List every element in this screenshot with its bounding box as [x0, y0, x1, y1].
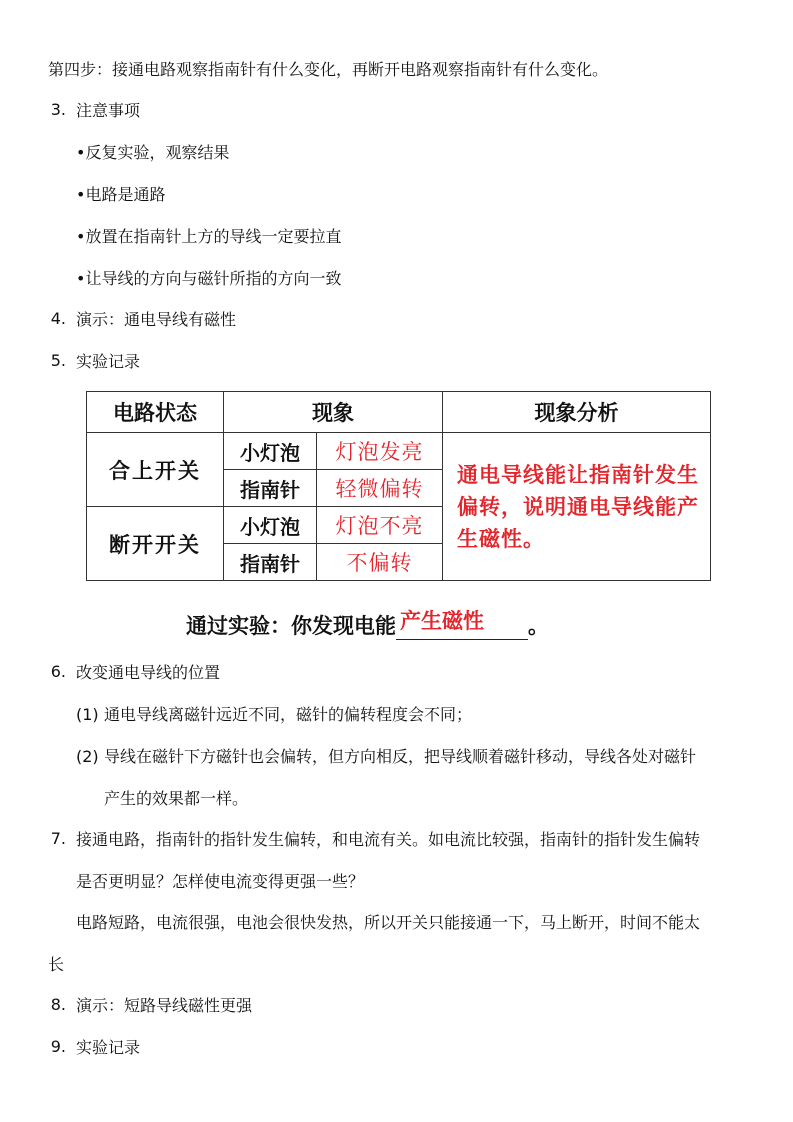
- object-bulb-on: 小灯泡: [224, 433, 317, 470]
- item-5-number: 5.: [50, 351, 66, 370]
- conclusion-suffix: 。: [528, 613, 549, 638]
- item-7-line-1: 接通电路，指南针的指针发生偏转，和电流有关。如电流比较强，指南针的指针发生偏转: [76, 830, 701, 849]
- sub-2-text-line-1: 导线在磁针下方磁针也会偏转，但方向相反，把导线顺着磁针移动，导线各处对磁针: [104, 747, 697, 766]
- analysis-cell: 通电导线能让指南针发生偏转，说明通电导线能产生磁性。: [443, 433, 711, 581]
- header-analysis: 现象分析: [443, 392, 711, 433]
- item-9-number: 9.: [50, 1037, 66, 1056]
- item-3-number: 3.: [50, 100, 66, 119]
- header-circuit-state: 电路状态: [87, 392, 224, 433]
- conclusion-blank: [396, 608, 528, 640]
- step4-text: 第四步：接通电路观察指南针有什么变化，再断开电路观察指南针有什么变化。: [48, 60, 609, 79]
- result-compass-off: 不偏转: [317, 544, 443, 581]
- header-phenomenon: 现象: [224, 392, 443, 433]
- state-switch-off: 断开开关: [87, 507, 224, 581]
- experiment-record-table: [86, 391, 711, 581]
- bullet-2: •电路是通路: [76, 185, 166, 204]
- bullet-4: •让导线的方向与磁针所指的方向一致: [76, 269, 342, 288]
- state-switch-on: 合上开关: [87, 433, 224, 507]
- item-4-number: 4.: [50, 309, 66, 328]
- sub-1-text: 通电导线离磁针远近不同，磁针的偏转程度会不同；: [104, 705, 473, 724]
- sub-2-number: (2): [76, 747, 99, 766]
- conclusion-prefix: 通过实验：你发现电能: [186, 613, 396, 638]
- conclusion-sentence: [186, 610, 549, 642]
- object-bulb-off: 小灯泡: [224, 507, 317, 544]
- item-6-text: 改变通电导线的位置: [76, 663, 221, 682]
- item-7-answer-line-1: 电路短路，电流很强，电池会很快发热，所以开关只能接通一下，马上断开，时间不能太: [76, 913, 701, 932]
- result-bulb-off: 灯泡不亮: [317, 507, 443, 544]
- result-compass-on: 轻微偏转: [317, 470, 443, 507]
- item-6-number: 6.: [50, 662, 66, 681]
- item-8-number: 8.: [50, 995, 66, 1014]
- item-7-number: 7.: [50, 829, 66, 848]
- item-4-text: 演示：通电导线有磁性: [76, 310, 237, 329]
- conclusion-answer: 产生磁性: [400, 608, 484, 633]
- object-compass-on: 指南针: [224, 470, 317, 507]
- item-9-text: 实验记录: [76, 1038, 141, 1057]
- item-5-text: 实验记录: [76, 352, 141, 371]
- bullet-1: •反复实验，观察结果: [76, 143, 230, 162]
- sub-2-text-line-2: 产生的效果都一样。: [104, 789, 249, 808]
- item-8-text: 演示：短路导线磁性更强: [76, 996, 253, 1015]
- object-compass-off: 指南针: [224, 544, 317, 581]
- result-bulb-on: 灯泡发亮: [317, 433, 443, 470]
- item-3-text: 注意事项: [76, 101, 141, 120]
- bullet-3: •放置在指南针上方的导线一定要拉直: [76, 227, 342, 246]
- item-7-answer-line-2: 长: [48, 955, 65, 974]
- sub-1-number: (1): [76, 705, 99, 724]
- item-7-line-2: 是否更明显？怎样使电流变得更强一些？: [76, 872, 365, 891]
